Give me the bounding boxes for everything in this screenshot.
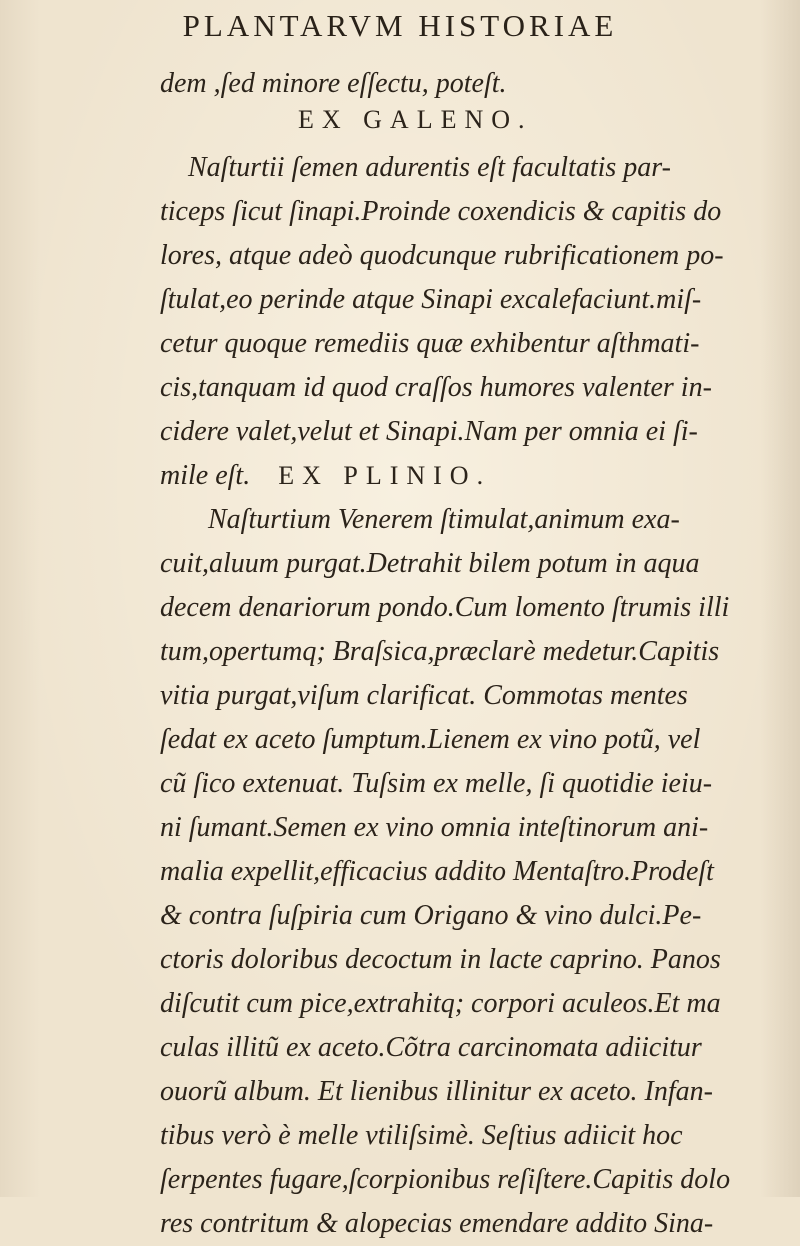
- text-line: tum,opertumq; Braſsica,præclarè medetur.Capitis: [160, 636, 720, 667]
- text-line: dem ,ſed minore eſſectu, poteſt.: [160, 68, 507, 99]
- text-line: diſcutit cum pice,extrahitq; corpori aculeos.Et ma: [160, 988, 721, 1019]
- text-line: Naſturtii ſemen adurentis eſt facultatis par-: [188, 152, 671, 183]
- text-line: cuit,aluum purgat.Detrahit bilem potum in aqua: [160, 548, 700, 579]
- text-line: malia expellit,efficacius addito Mentaſtro.Prodeſt: [160, 856, 714, 887]
- text-line: vitia purgat,viſum clarificat. Commotas mentes: [160, 680, 688, 711]
- text-line: cũ ſico extenuat. Tuſsim ex melle, ſi quotidie ieiu-: [160, 768, 713, 799]
- text-fragment: mile eſt.: [160, 460, 251, 491]
- text-line-with-heading: [160, 454, 491, 498]
- section-heading-pliny: EX PLINIO.: [278, 461, 492, 490]
- text-line: ſerpentes fugare,ſcorpionibus reſiſtere.Capitis dolo: [160, 1164, 731, 1195]
- text-line: cetur quoque remediis quæ exhibentur aſthmati-: [160, 328, 700, 359]
- text-line: Naſturtium Venerem ſtimulat,animum exa-: [208, 504, 680, 535]
- text-line: cidere valet,velut et Sinapi.Nam per omnia ei ſi-: [160, 416, 698, 447]
- text-line: cis,tanquam id quod craſſos humores valenter in-: [160, 372, 712, 403]
- text-line: ſedat ex aceto ſumptum.Lienem ex vino potũ, vel: [160, 724, 701, 755]
- text-line: & contra ſuſpiria cum Origano & vino dulci.Pe-: [160, 900, 702, 931]
- text-line: culas illitũ ex aceto.Cõtra carcinomata adiicitur: [160, 1032, 702, 1063]
- text-line: ctoris doloribus decoctum in lacte caprino. Panos: [160, 944, 721, 975]
- text-line: decem denariorum pondo.Cum lomento ſtrumis illi: [160, 592, 730, 623]
- text-line: ſtulat,eo perinde atque Sinapi excalefaciunt.miſ-: [160, 284, 702, 315]
- text-line: ouorũ album. Et lienibus illinitur ex aceto. Infan-: [160, 1076, 713, 1107]
- section-heading-galen: EX GALENO.: [298, 105, 533, 134]
- text-line: lores, atque adeò quodcunque rubrificationem po-: [160, 240, 724, 271]
- text-line: res contritum & alopecias emendare addito Sina-: [160, 1208, 714, 1239]
- running-title: PLANTARVM HISTORIAE: [182, 8, 618, 43]
- text-line: ni ſumant.Semen ex vino omnia inteſtinorum ani-: [160, 812, 709, 843]
- text-line: tibus verò è melle vtiliſsimè. Seſtius adiicit hoc: [160, 1120, 683, 1151]
- text-line: ticeps ſicut ſinapi.Proinde coxendicis & capitis do: [160, 196, 722, 227]
